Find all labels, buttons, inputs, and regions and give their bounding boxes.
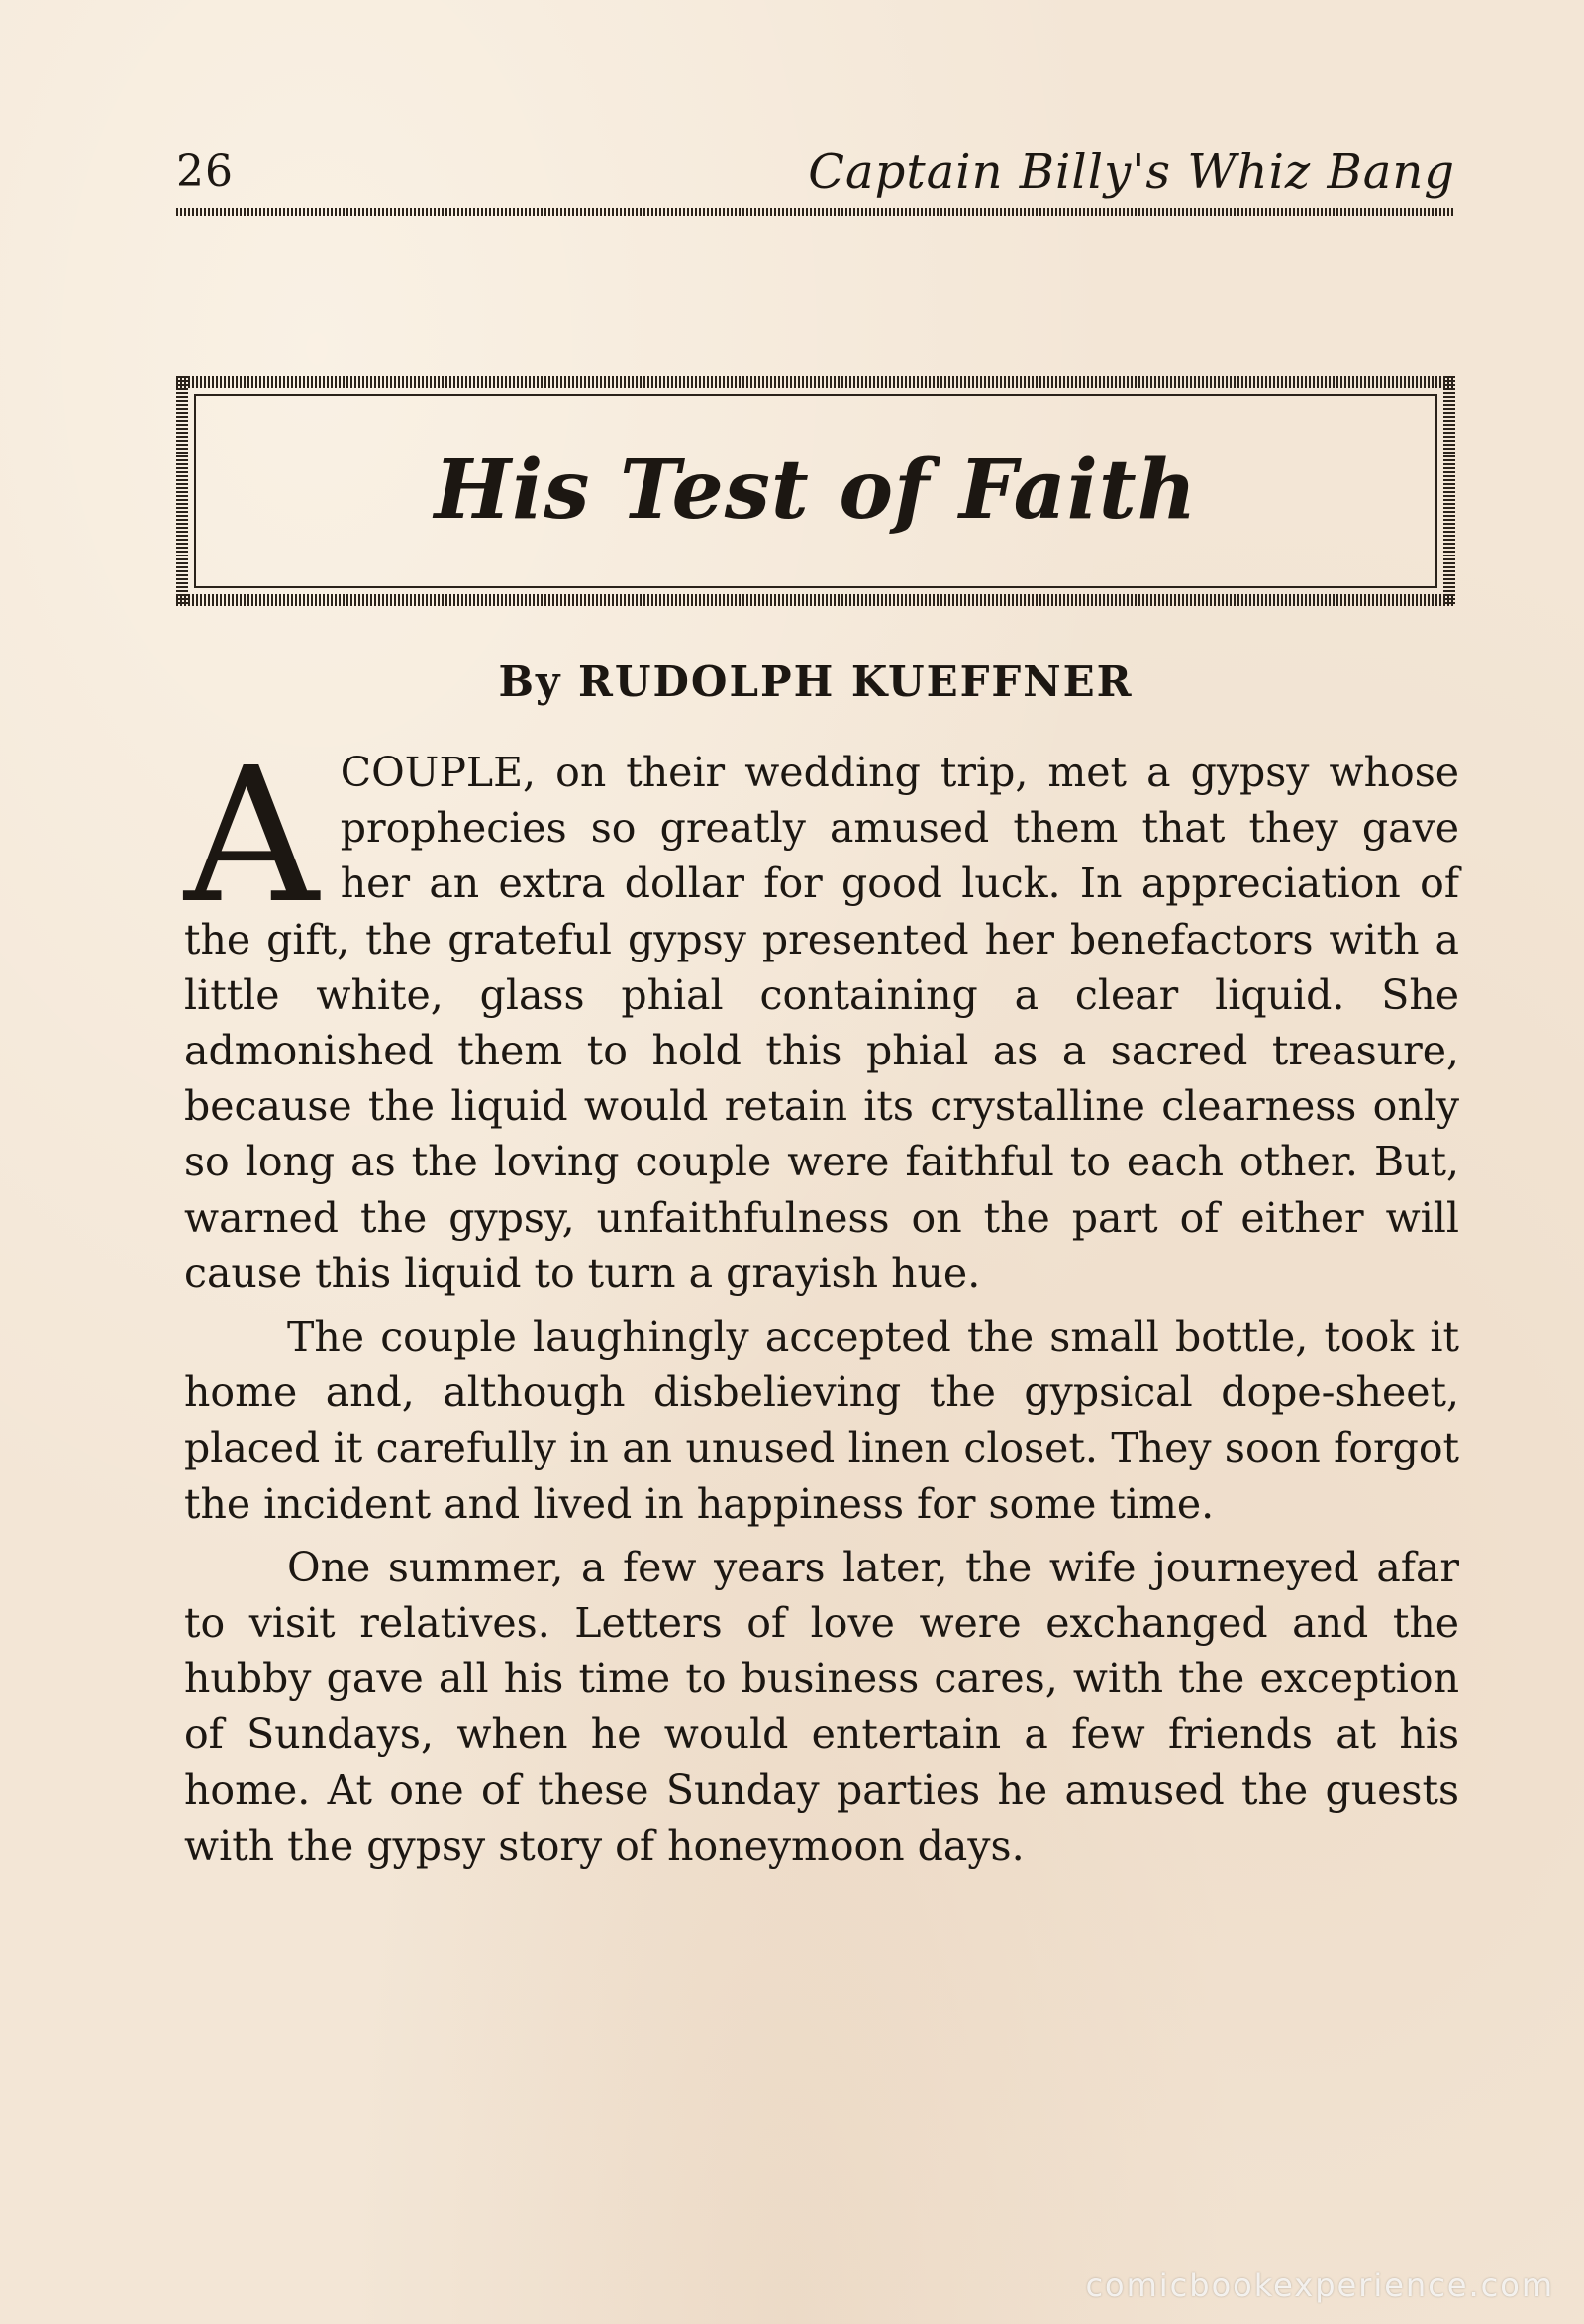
header-rule [176, 208, 1455, 216]
frame-inner-line [196, 586, 1436, 588]
title-frame [176, 376, 1455, 606]
article-paragraph [184, 728, 1459, 1301]
drop-cap: A [184, 728, 319, 945]
frame-bottom-border [176, 594, 1455, 606]
article-paragraph: One summer, a few years later, the wife journeyed afar to visit relatives. Letters of love were exchanged and the hubby gave all his time to business cares, with the exception of Sundays, when he would entertain a few friends at his home. At one of these Sunday parties he amused the guests with the gypsy story of honeymoon days. [184, 1543, 1459, 1869]
paragraph-text: COUPLE, on their wedding trip, met a gypsy whose prophecies so greatly amused them that they gave her an extra dollar for good luck. In appreciation of the gift, the grateful gypsy presented her benefactors with a little white, glass phial containing a clear liquid. She admonished them to hold this phial as a sacred treasure, because the liquid would retain its crystalline clearness only so long as the loving couple were faithful to each other. But, warned the gypsy, unfaithfulness on the part of either will cause this liquid to turn a grayish hue. [184, 749, 1459, 1297]
article-body [184, 728, 1459, 1881]
article-paragraph: The couple laughingly accepted the small bottle, took it home and, although disbelieving the gypsical dope-sheet, placed it carefully in an unused linen closet. They soon forgot the incident and lived in happiness for some time. [184, 1313, 1459, 1528]
frame-inner-line [196, 394, 1436, 396]
frame-top-border [176, 376, 1455, 388]
magazine-title: Captain Billy's Whiz Bang [808, 145, 1455, 200]
byline: By RUDOLPH KUEFFNER [498, 657, 1134, 706]
story-title: His Test of Faith [434, 443, 1198, 538]
running-header [176, 137, 1455, 200]
page-number: 26 [176, 147, 234, 197]
watermark: comicbookexperience.com [1085, 2267, 1554, 2304]
